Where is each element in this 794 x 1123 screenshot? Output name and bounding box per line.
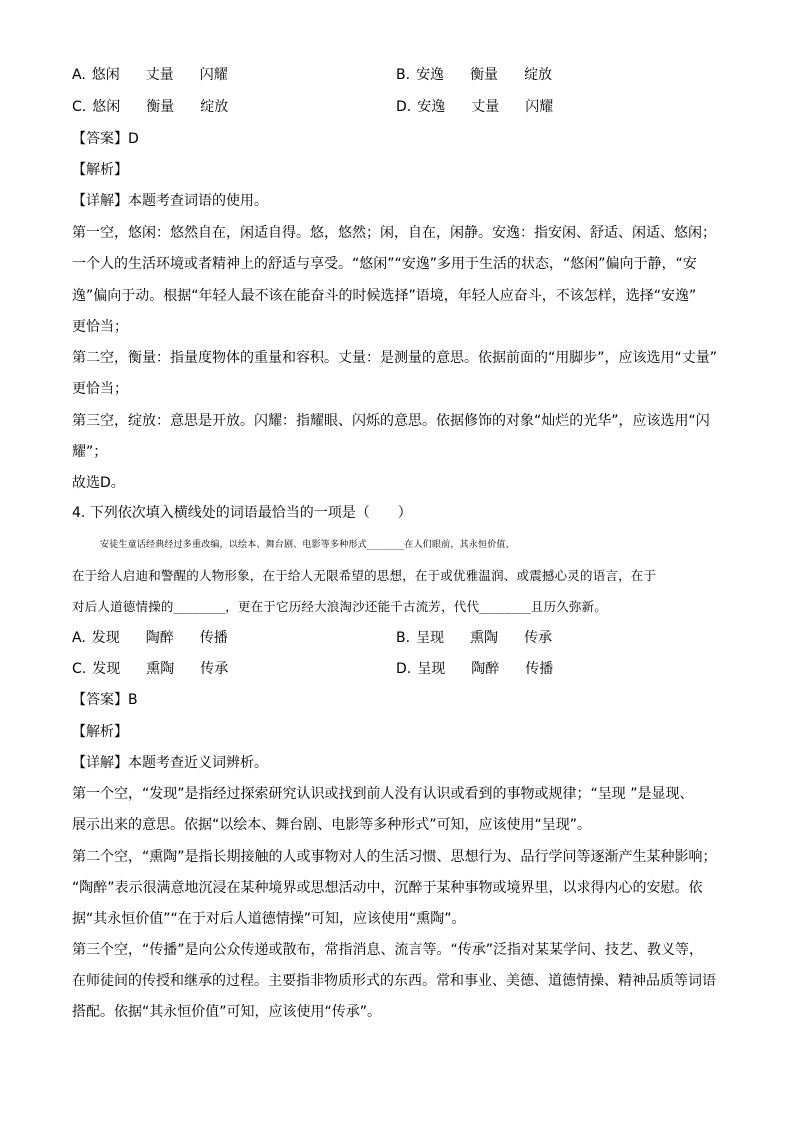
q3-options-row-2 — [72, 97, 732, 117]
q4-explanation-line: 第二个空，“熏陶”是指长期接触的人或事物对人的生活习惯、思想行为、品行学问等逐渐产生某种影响； — [72, 849, 717, 865]
option-word: 传承 — [524, 630, 553, 646]
option-letter: A. — [72, 630, 86, 646]
q3-explanation-line: 更恰当； — [72, 381, 128, 397]
option-word: 传播 — [525, 661, 554, 677]
q3-analysis-heading: 【解析】 — [72, 162, 128, 178]
option-word: 发现 — [92, 661, 121, 677]
q3-explanation-line: 第一空，悠闲：悠然自在，闲适自得。悠，悠然；闲，自在，闲静。安逸：指安闲、舒适、闲适、悠闲； — [72, 225, 716, 241]
q4-option-b — [396, 628, 552, 648]
q4-explanation-line: 第一个空，“发现”是指经过探索研究认识或找到前人没有认识或看到的事物或规律；“呈现 ”是显现、 — [72, 786, 694, 802]
q4-options-row-2 — [72, 659, 732, 679]
q3-explanation-line: 耀”； — [72, 444, 108, 460]
q3-explanation-line: 逸”偏向于动。根据“年轻人最不该在能奋斗的时候选择”语境，年轻人应奋斗，不该怎样，选择“安逸” — [72, 288, 697, 304]
q3-explanation-line: 更恰当； — [72, 319, 128, 335]
option-word: 呈现 — [416, 630, 445, 646]
option-letter: A. — [72, 67, 86, 83]
q4-passage-line: 对后人道德情操的________，更在于它历经大浪淘沙还能千古流芳，代代________且历久弥新。 — [72, 599, 608, 614]
q4-option-c — [72, 659, 228, 679]
q3-explanation-line: 故选D。 — [72, 475, 125, 491]
option-word: 衡量 — [146, 99, 175, 115]
q3-explanation-line: 一个人的生活环境或者精神上的舒适与享受。“悠闲”“安逸”多用于生活的状态，“悠闲”偏向于静，“安 — [72, 256, 697, 272]
option-word: 闪耀 — [525, 99, 554, 115]
q4-explanation-line: 第三个空，“传播”是向公众传递或散布，常指消息、流言等。“传承”泛指对某某学问、技艺、教义等， — [72, 942, 704, 958]
q4-option-d — [396, 659, 553, 679]
q4-explanation-line: “陶醉”表示很满意地沉浸在某种境界或思想活动中，沉醉于某种事物或境界里，以求得内心的安慰。依 — [72, 880, 703, 896]
q4-explanation-line: 在师徒间的传授和继承的过程。主要指非物质形式的东西。常和事业、美德、道德情操、精神品质等词语 — [72, 973, 716, 989]
q3-explanation-line: 第二空，衡量：指量度物体的重量和容积。丈量：是测量的意思。依据前面的“用脚步”，应该选用“丈量” — [72, 350, 718, 366]
option-word: 绽放 — [200, 99, 229, 115]
option-word: 陶醉 — [471, 661, 500, 677]
option-word: 呈现 — [417, 661, 446, 677]
q4-explanation-line: 展示出来的意思。依据“以绘本、舞台剧、电影等多种形式”可知，应该使用“呈现”。 — [72, 817, 592, 833]
q3-option-c — [72, 97, 228, 117]
q3-answer: 【答案】D — [72, 131, 139, 147]
option-word: 陶醉 — [145, 630, 174, 646]
option-word: 发现 — [91, 630, 120, 646]
option-letter: D. — [396, 99, 412, 115]
option-word: 闪耀 — [199, 67, 228, 83]
option-word: 绽放 — [524, 67, 553, 83]
q3-detail: 【详解】本题考查词语的使用。 — [72, 193, 268, 209]
q4-analysis-heading: 【解析】 — [72, 724, 128, 740]
option-word: 悠闲 — [92, 99, 121, 115]
q3-option-a — [72, 65, 228, 85]
option-word: 丈量 — [145, 67, 174, 83]
q4-passage-line: 安徒生童话经典经过多重改编，以绘本、舞台剧、电影等多种形式________在人们眼前，其永恒价值， — [100, 540, 515, 550]
q4-explanation-line: 搭配。依据“其永恒价值”可知，应该使用“传承”。 — [72, 1004, 382, 1020]
q4-option-a — [72, 628, 228, 648]
q4-question: 4. 下列依次填入横线处的词语最恰当的一项是（ ） — [72, 505, 412, 521]
q4-passage-line: 在于给人启迪和警醒的人物形象，在于给人无限希望的思想，在于或优雅温润、或震撼心灵的语言，在于 — [72, 568, 657, 583]
option-letter: C. — [72, 99, 87, 115]
option-word: 安逸 — [417, 99, 446, 115]
option-word: 传播 — [199, 630, 228, 646]
option-word: 熏陶 — [470, 630, 499, 646]
q4-explanation-line: 据“其永恒价值”“在于对后人道德情操”可知，应该使用“熏陶”。 — [72, 911, 466, 927]
q3-option-d — [396, 97, 553, 117]
option-word: 丈量 — [471, 99, 500, 115]
option-letter: B. — [396, 67, 411, 83]
option-word: 熏陶 — [146, 661, 175, 677]
option-word: 衡量 — [470, 67, 499, 83]
option-letter: B. — [396, 630, 411, 646]
q3-explanation-line: 第三空，绽放：意思是开放。闪耀：指耀眼、闪烁的意思。依据修饰的对象“灿烂的光华”，应该选用“闪 — [72, 413, 710, 429]
option-word: 传承 — [200, 661, 229, 677]
option-word: 安逸 — [416, 67, 445, 83]
q3-option-b — [396, 65, 552, 85]
q4-options-row-1 — [72, 628, 732, 648]
option-letter: C. — [72, 661, 87, 677]
option-word: 悠闲 — [91, 67, 120, 83]
q4-detail: 【详解】本题考查近义词辨析。 — [72, 755, 268, 771]
q4-answer: 【答案】B — [72, 692, 138, 708]
q3-options-row-1 — [72, 65, 732, 85]
option-letter: D. — [396, 661, 412, 677]
